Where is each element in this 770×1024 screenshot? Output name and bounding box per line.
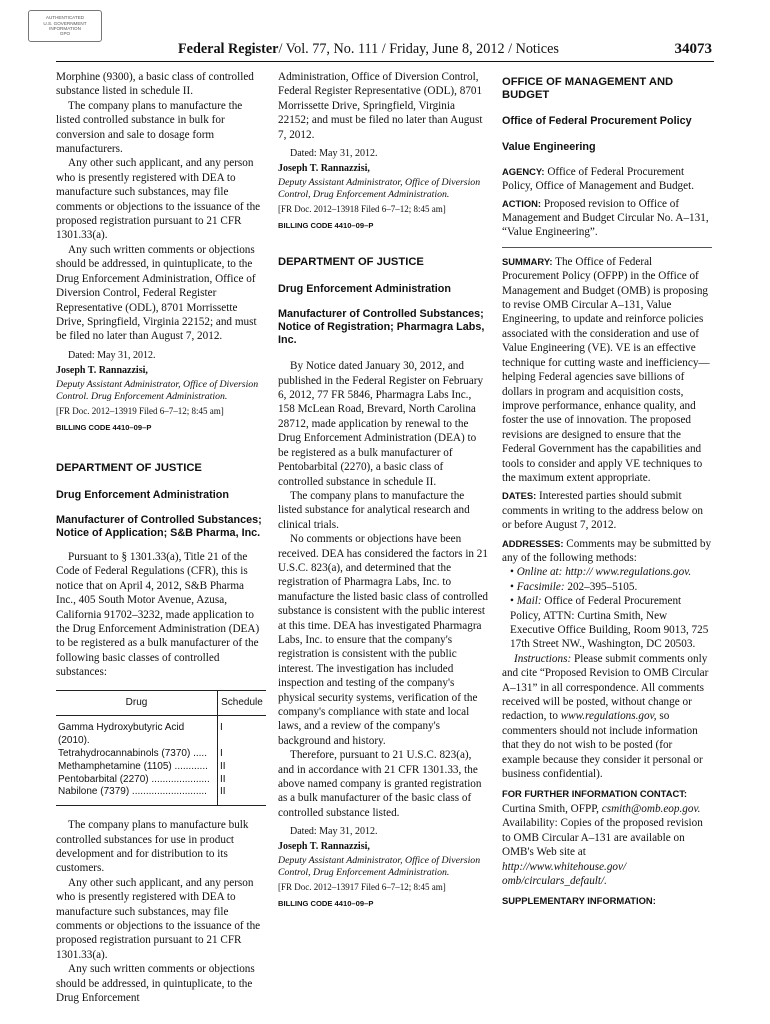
contact-label: FOR FURTHER INFORMATION CONTACT: bbox=[502, 788, 688, 800]
header-citation bbox=[178, 41, 559, 58]
schedule-column-header: Schedule bbox=[218, 690, 267, 716]
availability-text: Availability: Copies of the proposed revision to OMB Circular A–131 are available on OMB's Web site at bbox=[502, 817, 703, 859]
summary-text: The Office of Federal Procurement Policy (OFPP) in the Office of Management and Budget (OMB) is proposing to revise OMB Circular A–131, Value Engineering, to update and reinforce policies associated with the consideration and use of Value Engineering (VE). VE is an effective technique for cutting waste and inefficiency—helping Federal agencies save billions of dollars in program and acquisition costs, improve performance, enhance quality, and foster the use of innovation. The proposed revisions are designed to ensure that the Federal Government has the capabilities and tools to consider and apply VE techniques to the maximum extent appropriate. bbox=[502, 255, 710, 484]
paragraph: The company plans to manufacture bulk controlled substances for use in product development and for distribution to its customers. bbox=[56, 819, 249, 875]
addresses-section bbox=[502, 537, 712, 566]
instructions-paragraph bbox=[502, 652, 712, 782]
section-divider bbox=[502, 247, 712, 248]
fr-doc-citation: [FR Doc. 2012–13918 Filed 6–7–12; 8:45 am] bbox=[278, 204, 446, 215]
contact-email-link[interactable]: csmith@omb.eop.gov. bbox=[601, 802, 701, 815]
agency-section bbox=[502, 165, 712, 194]
online-method: • Online at: http:// www.regulations.gov. bbox=[510, 566, 692, 579]
billing-code: BILLING CODE 4410–09–P bbox=[56, 422, 152, 432]
facsimile-method: • Facsimile: 202–395–5105. bbox=[510, 580, 638, 593]
fr-doc-citation: [FR Doc. 2012–13919 Filed 6–7–12; 8:45 am] bbox=[56, 405, 224, 416]
paragraph: Any such written comments or objections should be addressed, in quintuplicate, to the Drug Enforcement bbox=[56, 963, 255, 1005]
instructions-text-continued: so commenters should not include information that they do not wish to be posted (for example because they consider it personal or business confidential). bbox=[502, 710, 703, 781]
signer-name: Joseph T. Rannazzisi, bbox=[56, 364, 148, 376]
department-heading: DEPARTMENT OF JUSTICE bbox=[56, 462, 202, 475]
paragraph: By Notice dated January 30, 2012, and published in the Federal Register on February 6, 2012, 77 FR 5846, Pharmagra Labs Inc., 158 McLean Road, Brevard, North Carolina 28712, made application by renewal to the Drug Enforcement Administration (DEA) to be registered as a bulk manufacturer of Pentobarbital (2270), a basic class of controlled substance in schedule II. bbox=[278, 360, 484, 488]
fr-doc-citation: [FR Doc. 2012–13917 Filed 6–7–12; 8:45 am] bbox=[278, 882, 446, 893]
mail-address: Office of Federal Procurement Policy, ATTN: Curtina Smith, New Executive Office Building, Room 9013, 725 17th Street NW., Washington, DC 20503. bbox=[510, 595, 709, 651]
contact-name: Curtina Smith, OFPP, bbox=[502, 802, 599, 815]
paragraph: Morphine (9300), a basic class of controlled substance listed in schedule II. bbox=[56, 71, 254, 98]
table-row bbox=[56, 774, 266, 787]
column-1 bbox=[56, 70, 266, 1005]
drug-cell: Nabilone (7379) ........................... bbox=[56, 786, 218, 805]
paragraph: No comments or objections have been received. DEA has considered the factors in 21 U.S.C. 823(a), and determined that the registration of Pharmagra Labs, Inc. to manufacture the listed basic class of controlled substance is consistent with the public interest at this time. DEA has investigated Pharmagra Labs, Inc. to ensure that the company's registration is consistent with the public interest. The investigation has included inspection and testing of the company's physical security systems, verification of the company's compliance with state and local laws, and a review of the company's background and history. bbox=[278, 533, 489, 747]
column-2 bbox=[278, 70, 488, 912]
sub-agency-heading: Office of Federal Procurement Policy bbox=[502, 115, 692, 127]
schedule-cell: I bbox=[220, 747, 223, 759]
billing-code: BILLING CODE 4410–09–P bbox=[278, 221, 374, 231]
table-header-row bbox=[56, 690, 266, 716]
signer-title: Deputy Assistant Administrator, Office of Diversion Control. Drug Enforcement Administration. bbox=[56, 378, 259, 402]
addresses-label: ADDRESSES: bbox=[502, 537, 564, 549]
drug-cell: Gamma Hydroxybutyric Acid (2010). bbox=[56, 716, 218, 748]
header-divider bbox=[56, 61, 714, 62]
signer-title: Deputy Assistant Administrator, Office of Diversion Control, Drug Enforcement Administration. bbox=[278, 177, 481, 201]
issue-info: / Vol. 77, No. 111 / Friday, June 8, 2012 / Notices bbox=[278, 41, 559, 57]
agency-label: AGENCY: bbox=[502, 165, 545, 177]
page-header bbox=[178, 38, 712, 58]
signer-name: Joseph T. Rannazzisi, bbox=[278, 841, 370, 853]
table-row bbox=[56, 748, 266, 761]
contact-section bbox=[502, 787, 712, 888]
paragraph: Pursuant to § 1301.33(a), Title 21 of the Code of Federal Regulations (CFR), this is notice that on April 4, 2012, S&B Pharma Inc., 405 South Motor Avenue, Azusa, California 91702–3232, made application to the Drug Enforcement Administration (DEA) to be registered as a bulk manufacturer of the following basic classes of controlled substances: bbox=[56, 550, 260, 679]
schedule-cell: II bbox=[220, 760, 226, 772]
agency-text: Office of Federal Procurement Policy, Office of Management and Budget. bbox=[502, 165, 695, 193]
mail-label: Mail: bbox=[516, 595, 542, 608]
schedule-cell: II bbox=[220, 773, 226, 785]
dated-line: Dated: May 31, 2012. bbox=[290, 148, 378, 160]
seal-line-3: INFORMATION bbox=[49, 26, 81, 31]
column-3 bbox=[502, 70, 712, 909]
schedule-cell: I bbox=[220, 722, 223, 734]
dated-line: Dated: May 31, 2012. bbox=[68, 349, 156, 361]
regulations-gov-link[interactable]: www.regulations.gov, bbox=[560, 710, 657, 723]
agency-heading: Drug Enforcement Administration bbox=[56, 488, 229, 501]
dated-line: Dated: May 31, 2012. bbox=[290, 826, 378, 838]
addresses-text: Comments may be submitted by any of the following methods: bbox=[502, 537, 712, 564]
table-row bbox=[56, 716, 266, 748]
notice-title: Manufacturer of Controlled Substances; Notice of Application; S&B Pharma, Inc. bbox=[56, 513, 262, 539]
summary-section bbox=[502, 255, 712, 486]
drug-cell: Methamphetamine (1105) ............ bbox=[56, 761, 218, 774]
department-heading: DEPARTMENT OF JUSTICE bbox=[278, 256, 424, 269]
drug-cell: Tetrahydrocannabinols (7370) ..... bbox=[56, 748, 218, 761]
regulations-gov-link[interactable]: http:// www.regulations.gov. bbox=[565, 566, 692, 579]
paragraph: The company plans to manufacture the listed substance for analytical research and clinical trials. bbox=[278, 489, 470, 531]
paragraph: Any such written comments or objections should be addressed, in quintuplicate, to the Drug Enforcement Administration, Office of Diversion Control, Federal Register Representative (ODL), 8701 Morrissette Drive, Springfield, Virginia 22152; and must be filed no later than August 7, 2012. bbox=[56, 243, 257, 343]
dates-text: Interested parties should submit comments in writing to the address below on or before August 7, 2012. bbox=[502, 490, 704, 532]
paragraph: Administration, Office of Diversion Control, Federal Register Representative (ODL), 8701 Morrissette Drive, Springfield, Virginia 22152; and must be filed no later than August 7, 2012. bbox=[278, 71, 483, 141]
publication-name: Federal Register bbox=[178, 41, 279, 57]
billing-code: BILLING CODE 4410–09–P bbox=[278, 899, 374, 909]
drug-cell: Pentobarbital (2270) ..................... bbox=[56, 774, 218, 787]
signer-name: Joseph T. Rannazzisi, bbox=[278, 163, 370, 175]
dates-section bbox=[502, 489, 712, 532]
action-text: Proposed revision to Office of Management and Budget Circular No. A–131, “Value Engineering”. bbox=[502, 197, 709, 239]
seal-line-4: GPO bbox=[59, 31, 71, 37]
drug-column-header: Drug bbox=[56, 690, 218, 716]
seal-line-1: AUTHENTICATED bbox=[45, 15, 85, 21]
page-number: 34073 bbox=[674, 41, 712, 57]
whitehouse-circulars-link[interactable]: http://www.whitehouse.gov/ omb/circulars_default/. bbox=[502, 860, 627, 887]
action-section bbox=[502, 197, 712, 240]
table-row bbox=[56, 761, 266, 774]
schedule-cell: II bbox=[218, 786, 267, 805]
supplementary-information-label: SUPPLEMENTARY INFORMATION: bbox=[502, 895, 656, 907]
notice-title: Value Engineering bbox=[502, 141, 596, 154]
dates-label: DATES: bbox=[502, 490, 537, 502]
mail-method: • Mail: Office of Federal Procurement Policy, ATTN: Curtina Smith, New Executive Office Building, Room 9013, 725 17th Street NW., Washington, DC 20503. bbox=[510, 595, 709, 651]
office-heading: OFFICE OF MANAGEMENT AND BUDGET bbox=[502, 76, 674, 101]
instructions-text: Please submit comments only and cite “Proposed Revision to OMB Circular A–131” in all correspondence. All comments received will be posted, without change or redaction, to bbox=[502, 652, 709, 723]
instructions-label: Instructions: bbox=[514, 652, 572, 665]
authenticated-gpo-seal bbox=[28, 10, 102, 42]
online-label: Online at: bbox=[516, 566, 563, 579]
summary-label: SUMMARY: bbox=[502, 255, 553, 267]
seal-line-2: U.S. GOVERNMENT bbox=[43, 20, 87, 26]
table-row bbox=[56, 786, 266, 805]
paragraph: The company plans to manufacture the listed controlled substance in bulk for conversion and sale to dosage form manufacturers. bbox=[56, 99, 243, 156]
signer-title: Deputy Assistant Administrator, Office of Diversion Control, Drug Enforcement Administration. bbox=[278, 855, 481, 879]
facsimile-label: Facsimile: bbox=[516, 580, 565, 593]
paragraph: Any other such applicant, and any person who is presently registered with DEA to manufacture such substances, may file comments or objections to the issuance of the proposed registration pursuant to 21 CFR 1301.33(a). bbox=[56, 876, 261, 961]
paragraph: Therefore, pursuant to 21 U.S.C. 823(a), and in accordance with 21 CFR 1301.33, the above named company is granted registration as a bulk manufacturer of the basic class of controlled substance listed. bbox=[278, 749, 482, 819]
facsimile-number: 202–395–5105. bbox=[567, 580, 638, 593]
notice-title: Manufacturer of Controlled Substances; Notice of Registration; Pharmagra Labs, Inc. bbox=[278, 308, 485, 347]
action-label: ACTION: bbox=[502, 197, 542, 209]
controlled-substances-table bbox=[56, 690, 266, 807]
agency-heading: Drug Enforcement Administration bbox=[278, 282, 451, 295]
paragraph: Any other such applicant, and any person who is presently registered with DEA to manufacture such substances, may file comments or objections to the issuance of the proposed registration pursuant to 21 CFR 1301.33(a). bbox=[56, 157, 261, 242]
